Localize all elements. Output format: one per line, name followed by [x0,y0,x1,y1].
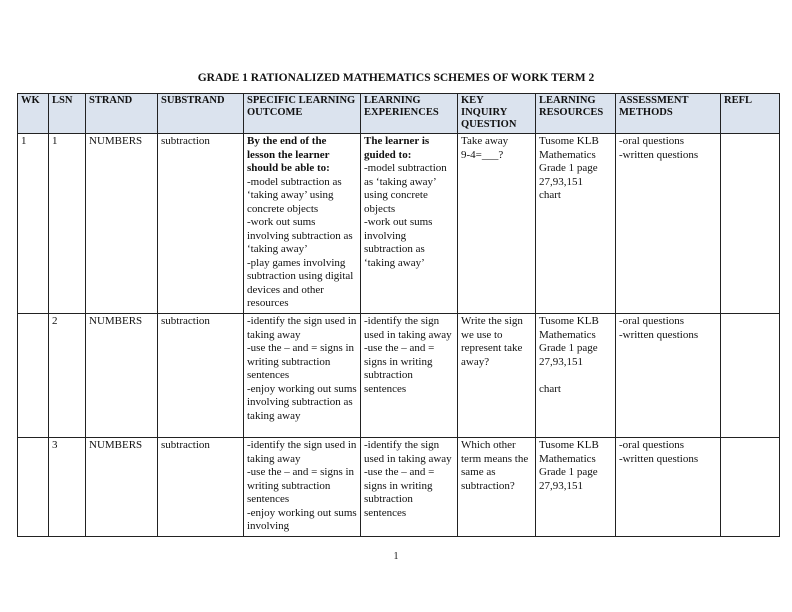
assessment-cell [616,134,721,314]
header-assessment: ASSESSMENT METHODS [616,94,721,134]
question-cell-text: Take away 9-4=___? [461,135,509,161]
strand-cell [86,134,158,314]
table-row [18,134,780,314]
experiences-cell-lead: The learner is guided to: [364,135,430,161]
substrand-cell [158,438,244,537]
strand-cell-text: NUMBERS [89,439,143,451]
header-resources: LEARNING RESOURCES [536,94,616,134]
substrand-cell-text: subtraction [161,135,210,147]
table-row [18,314,780,438]
experiences-cell-text: -identify the sign used in taking away -use the – and = signs in writing subtraction sentences [364,315,452,395]
document-title: GRADE 1 RATIONALIZED MATHEMATICS SCHEMES OF WORK TERM 2 [197,72,595,84]
header-strand: STRAND [86,94,158,134]
substrand-cell-text: subtraction [161,315,210,327]
week-cell [18,134,49,314]
outcome-cell-text: -model subtraction as ‘taking away’ using concrete objects -work out sums involving subtraction as ‘taking away’ -play games involving subtraction using digital devices and other resources [247,175,354,309]
question-cell-text: Which other term means the same as subtraction? [461,439,529,492]
scheme-of-work-table [17,93,780,537]
header-wk: WK [18,94,49,134]
resources-cell [536,438,616,537]
table-header-row [18,94,780,134]
substrand-cell [158,314,244,438]
substrand-cell [158,134,244,314]
resources-cell-text: Tusome KLB Mathematics Grade 1 page 27,93,151 chart [539,135,599,201]
reflection-cell [721,314,780,438]
outcome-cell-text: -identify the sign used in taking away -use the – and = signs in writing subtraction sentences -enjoy working out sums involving [247,439,357,532]
outcome-cell [244,134,361,314]
page-number: 1 [393,551,399,562]
strand-cell [86,314,158,438]
experiences-cell-text: -identify the sign used in taking away -use the – and = signs in writing subtraction sentences [364,439,452,519]
lesson-cell-text: 3 [52,439,58,451]
experiences-cell [361,314,458,438]
substrand-cell-text: subtraction [161,439,210,451]
lesson-cell [49,134,86,314]
reflection-cell [721,438,780,537]
strand-cell-text: NUMBERS [89,135,143,147]
lesson-cell [49,314,86,438]
resources-cell [536,314,616,438]
week-cell-text: 1 [21,135,27,147]
resources-cell [536,134,616,314]
lesson-cell-text: 1 [52,135,58,147]
assessment-cell [616,314,721,438]
table-row [18,438,780,537]
week-cell [18,314,49,438]
lesson-cell [49,438,86,537]
header-lsn: LSN [49,94,86,134]
assessment-cell [616,438,721,537]
experiences-cell [361,438,458,537]
question-cell [458,314,536,438]
question-cell [458,134,536,314]
header-question: KEY INQUIRY QUESTION [458,94,536,134]
header-refl: REFL [721,94,780,134]
assessment-cell-text: -oral questions -written questions [619,315,699,341]
strand-cell [86,438,158,537]
experiences-cell-text: -model subtraction as ‘taking away’ using concrete objects -work out sums involving subtraction as ‘taking away’ [364,162,447,269]
outcome-cell-text: -identify the sign used in taking away -use the – and = signs in writing subtraction sentences -enjoy working out sums involving subtraction as taking away [247,315,357,422]
outcome-cell [244,438,361,537]
outcome-cell-lead: By the end of the lesson the learner should be able to: [247,135,330,174]
resources-cell-text: Tusome KLB Mathematics Grade 1 page 27,93,151 chart [539,315,599,395]
question-cell [458,438,536,537]
outcome-cell [244,314,361,438]
experiences-cell [361,134,458,314]
strand-cell-text: NUMBERS [89,315,143,327]
assessment-cell-text: -oral questions -written questions [619,135,699,161]
header-experiences: LEARNING EXPERIENCES [361,94,458,134]
header-outcome: SPECIFIC LEARNING OUTCOME [244,94,361,134]
reflection-cell [721,134,780,314]
header-substrand: SUBSTRAND [158,94,244,134]
resources-cell-text: Tusome KLB Mathematics Grade 1 page 27,93,151 [539,439,599,492]
lesson-cell-text: 2 [52,315,58,327]
question-cell-text: Write the sign we use to represent take away? [461,315,523,368]
assessment-cell-text: -oral questions -written questions [619,439,699,465]
week-cell [18,438,49,537]
